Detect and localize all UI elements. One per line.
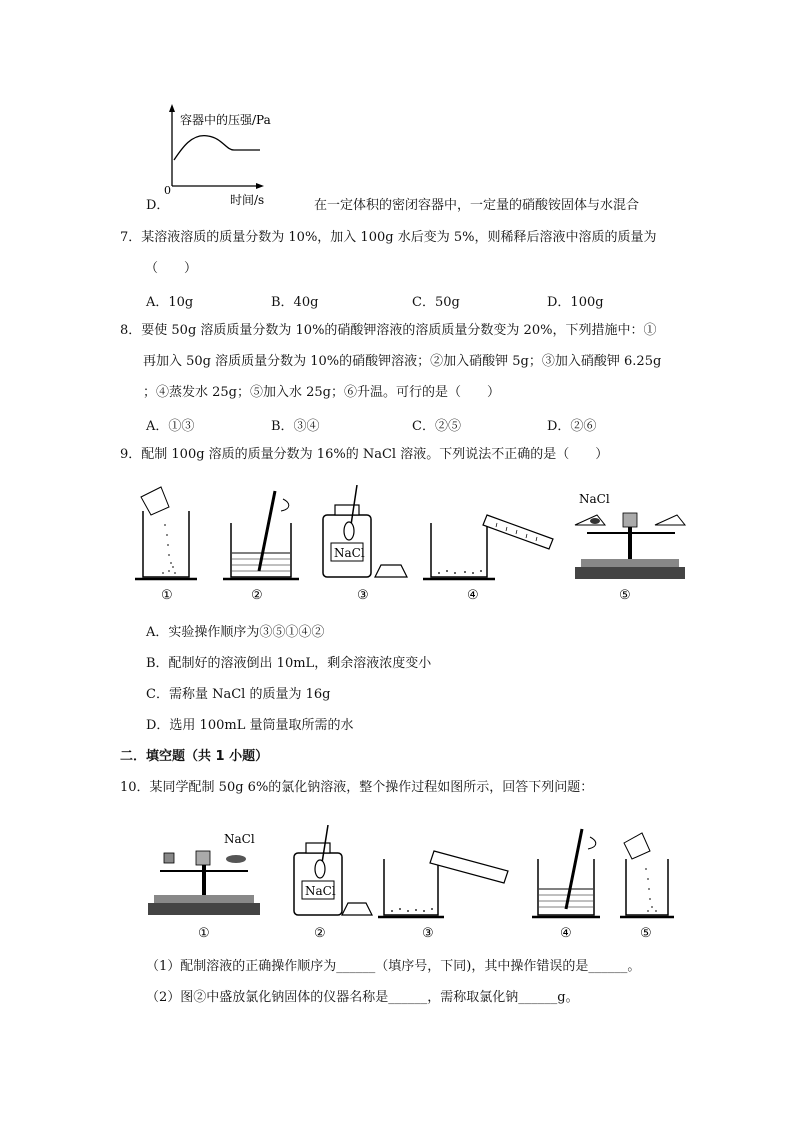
q9-fig-label-2: ② <box>251 588 263 603</box>
q9-fig5-balance <box>575 492 685 579</box>
q9-option-d: D．选用 100mL 量筒量取所需的水 <box>146 718 354 733</box>
q10-stem: 10．某同学配制 50g 6%的氯化钠溶液，整个操作过程如图所示，回答下列问题： <box>120 780 594 795</box>
q10-bottle-label: NaCl <box>305 884 336 898</box>
q10-subquestion-1: （1）配制溶液的正确操作顺序为______（填序号，下同)，其中操作错误的是______。 <box>146 959 641 974</box>
q9-fig2-stirring <box>223 491 299 579</box>
q8-line-2: 再加入 50g 溶质质量分数为 10%的硝酸钾溶液；②加入硝酸钾 5g；③加入硝酸钾 6.25g <box>143 354 662 369</box>
q7-option-c: C．50g <box>412 295 460 310</box>
q9-fig-label-1: ① <box>161 588 173 603</box>
q9-stem: 9．配制 100g 溶质的质量分数为 16%的 NaCl 溶液。下列说法不正确的是（ ） <box>120 447 609 462</box>
graph-xlabel: 时间/s <box>230 193 265 207</box>
q9-option-a: A．实验操作顺序为③⑤①④② <box>146 625 325 640</box>
q9-fig-label-5: ⑤ <box>619 588 631 603</box>
q9-fig4-cylinder <box>423 515 553 579</box>
q8-option-a: A．①③ <box>146 419 195 434</box>
q8-line-1: 8．要使 50g 溶质质量分数为 10%的硝酸钾溶液的溶质质量分数变为 20%，下列措施中：① <box>120 323 657 338</box>
q10-fig-label-4: ④ <box>560 926 572 941</box>
q8-option-b: B．③④ <box>271 419 320 434</box>
q6-option-d-letter: D． <box>146 198 170 213</box>
q8-line-3: ；④蒸发水 25g；⑤加入水 25g；⑥升温。可行的是（ ） <box>143 385 500 400</box>
q9-option-c: C．需称量 NaCl 的质量为 16g <box>146 687 331 702</box>
q10-fig-label-3: ③ <box>422 926 434 941</box>
q9-fig3-bottle <box>323 485 407 577</box>
q7-stem: 7．某溶液溶质的质量分数为 10%，加入 100g 水后变为 5%，则稀释后溶液中溶质的质量为 <box>120 230 657 245</box>
q6-option-d-text: 在一定体积的密闭容器中，一定量的硝酸铵固体与水混合 <box>314 198 640 213</box>
q9-experiment-figure <box>135 485 695 603</box>
q10-fig-label-1: ① <box>198 926 210 941</box>
q7-option-b: B．40g <box>271 295 319 310</box>
q10-fig5-beaker <box>620 833 674 917</box>
q9-fig-label-3: ③ <box>357 588 369 603</box>
q10-fig3-cylinder <box>378 851 508 917</box>
pressure-time-graph <box>160 98 320 210</box>
section-heading-fill-in: 二．填空题（共 1 小题） <box>120 749 269 764</box>
q7-option-d: D．100g <box>547 295 604 310</box>
q7-blank: （ ） <box>145 261 198 276</box>
q9-fig-label-4: ④ <box>467 588 479 603</box>
q7-option-a: A．10g <box>146 295 194 310</box>
graph-origin: 0 <box>164 184 171 197</box>
q10-fig-label-2: ② <box>314 926 326 941</box>
q9-balance-label: NaCl <box>579 492 610 506</box>
q10-fig1-balance <box>148 832 260 915</box>
q10-fig2-bottle <box>294 825 372 915</box>
q9-fig1-beaker <box>135 487 197 579</box>
q10-balance-label: NaCl <box>224 832 255 846</box>
graph-ylabel: 容器中的压强/Pa <box>180 113 271 127</box>
q10-fig4-stirring <box>532 829 600 917</box>
q10-subquestion-2: （2）图②中盛放氯化钠固体的仪器名称是______，需称取氯化钠______g。 <box>146 990 579 1005</box>
q10-experiment-figure <box>148 825 678 943</box>
q10-fig-label-5: ⑤ <box>640 926 652 941</box>
q8-option-c: C．②⑤ <box>412 419 461 434</box>
q8-option-d: D．②⑥ <box>547 419 597 434</box>
q9-option-b: B．配制好的溶液倒出 10mL，剩余溶液浓度变小 <box>146 656 432 671</box>
q9-bottle-label: NaCl <box>334 546 365 560</box>
